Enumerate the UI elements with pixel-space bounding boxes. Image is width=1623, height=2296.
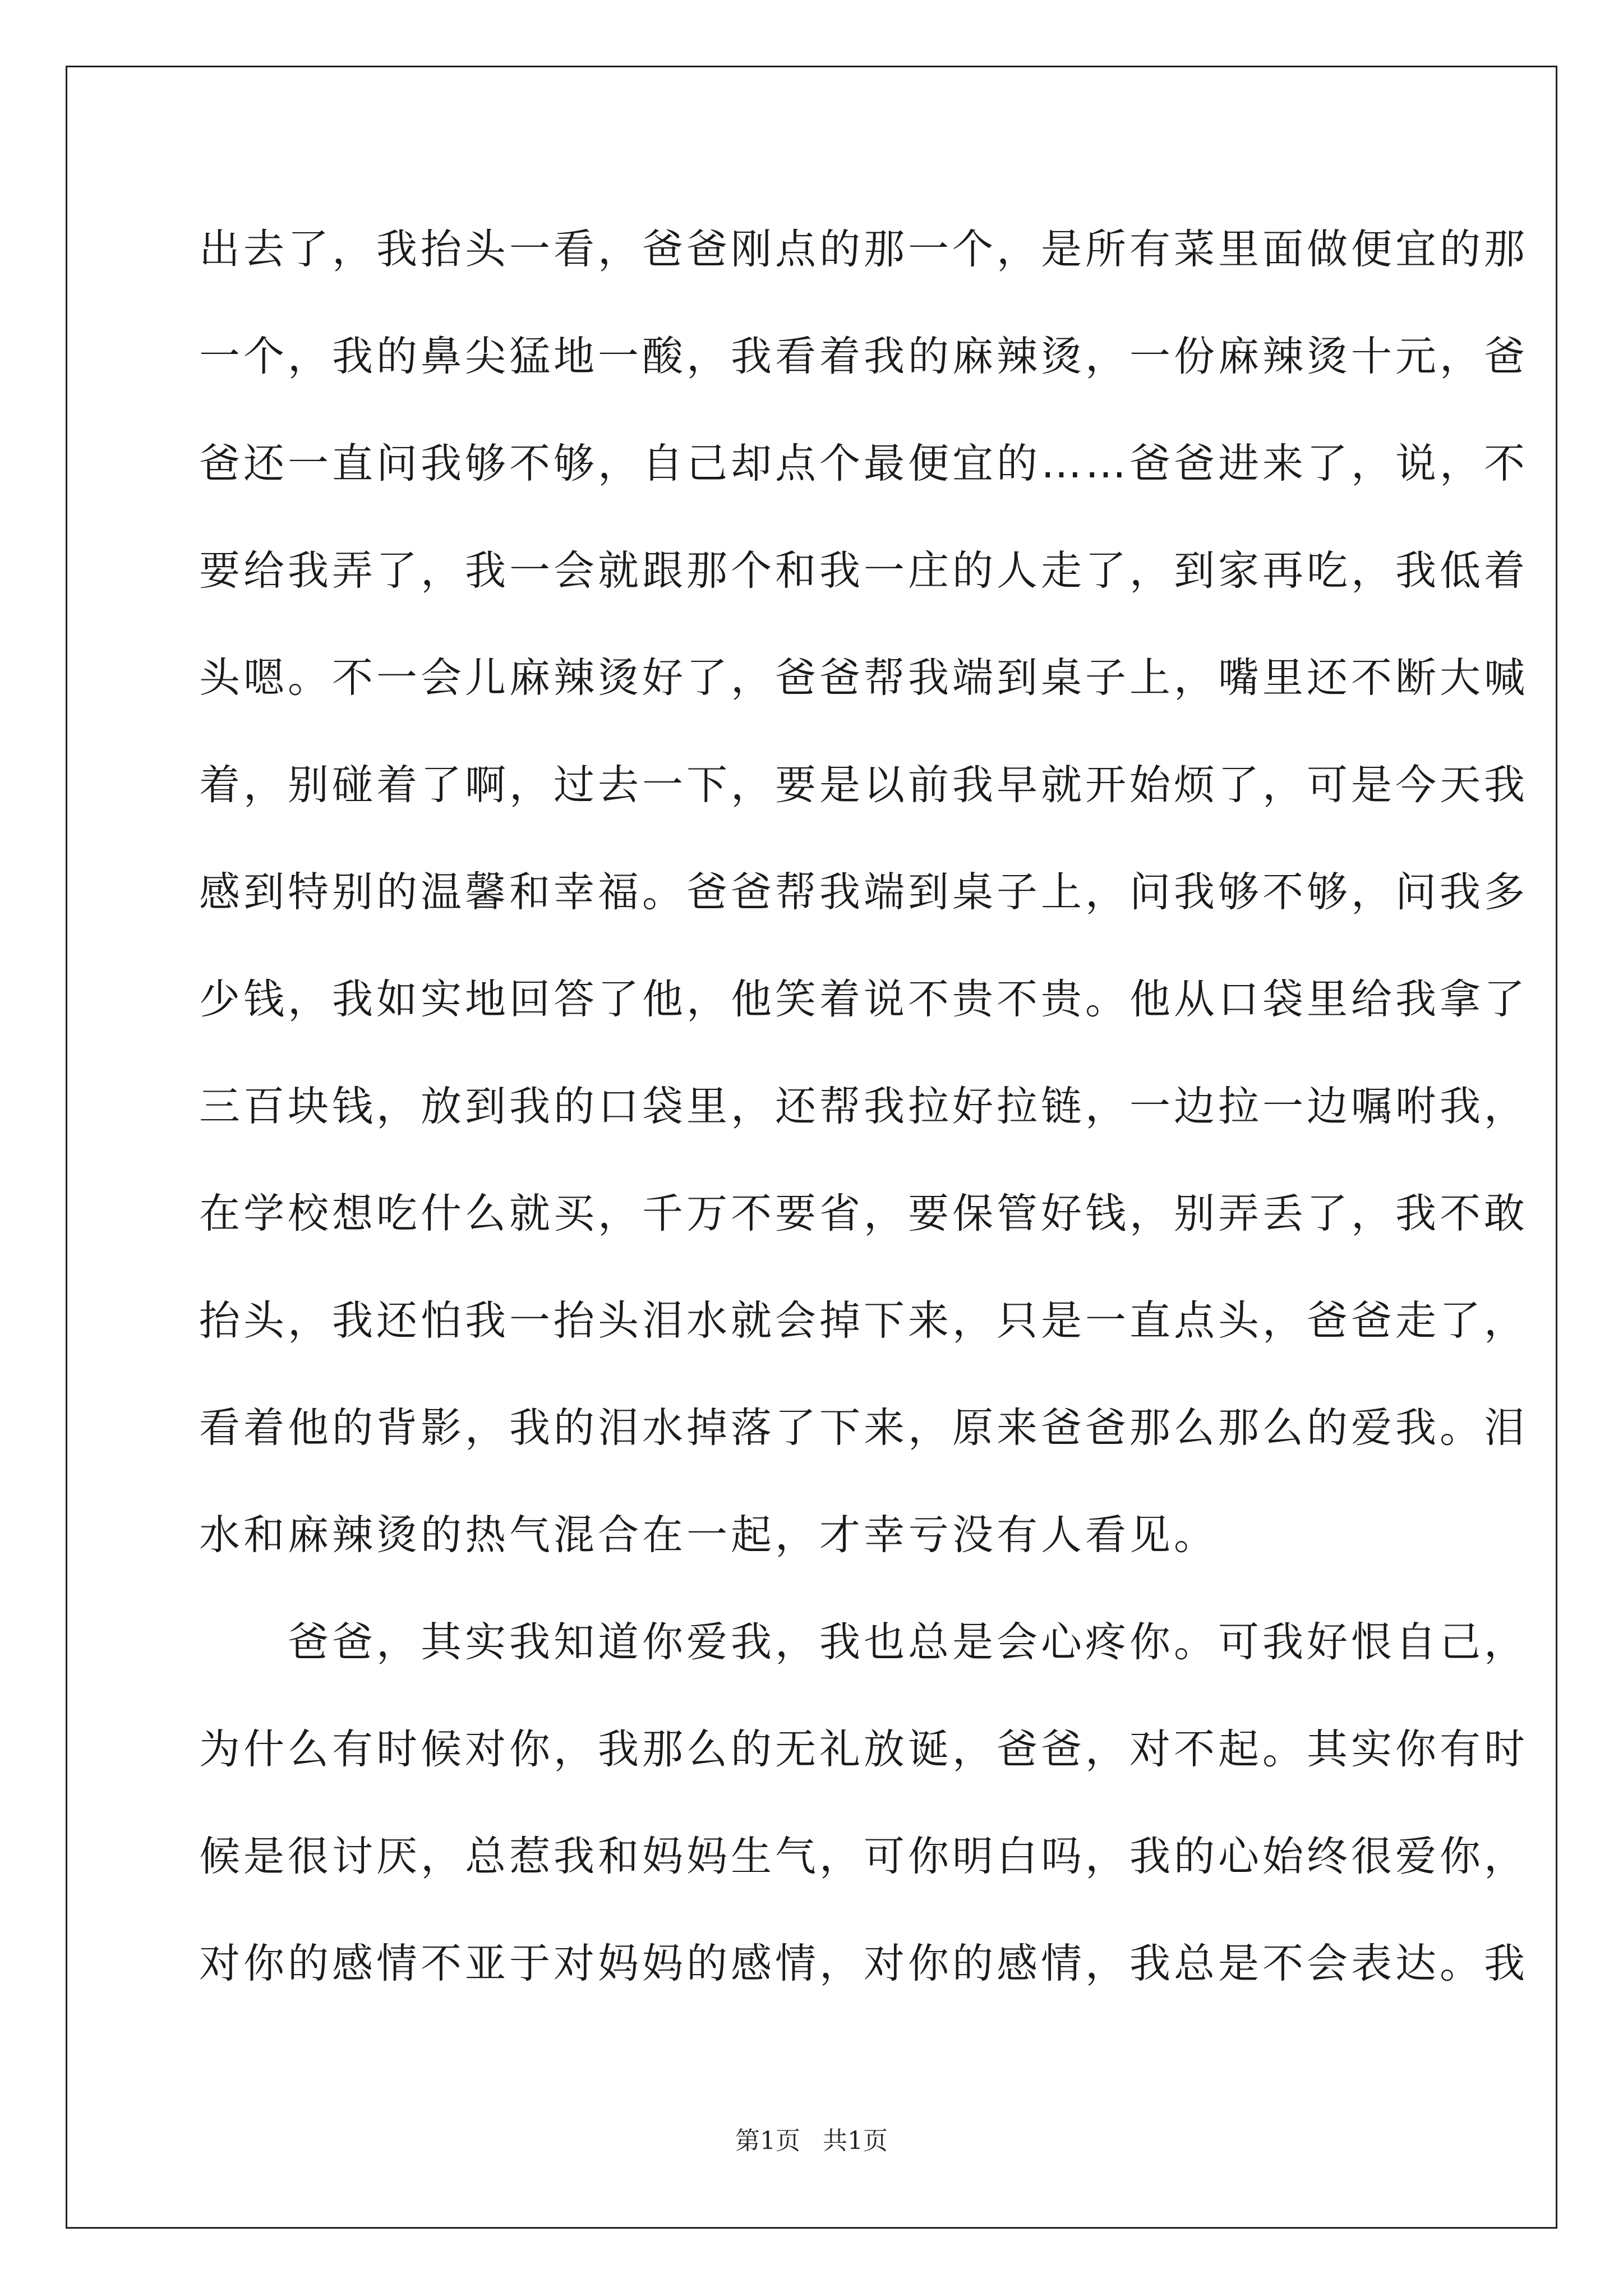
page-number-total: 共1页 xyxy=(823,2127,888,2155)
page-number-current: 第1页 xyxy=(735,2127,800,2155)
text-line: 为什么有时候对你，我那么的无礼放诞，爸爸，对不起。其实你有时 xyxy=(199,1726,1528,1773)
text-line: 在学校想吃什么就买，千万不要省，要保管好钱，别弄丢了，我不敢 xyxy=(199,1190,1528,1237)
text-line: 看着他的背影，我的泪水掉落了下来，原来爸爸那么那么的爱我。泪 xyxy=(199,1404,1528,1452)
text-line: 三百块钱，放到我的口袋里，还帮我拉好拉链，一边拉一边嘱咐我， xyxy=(199,1083,1528,1130)
text-line: 爸还一直问我够不够，自己却点个最便宜的……爸爸进来了，说，不 xyxy=(199,440,1528,487)
text-line: 候是很讨厌，总惹我和妈妈生气，可你明白吗，我的心始终很爱你， xyxy=(199,1833,1528,1880)
text-line: 着，别碰着了啊，过去一下，要是以前我早就开始烦了，可是今天我 xyxy=(199,761,1528,809)
text-line: 少钱，我如实地回答了他，他笑着说不贵不贵。他从口袋里给我拿了 xyxy=(199,976,1528,1023)
text-line: 抬头，我还怕我一抬头泪水就会掉下来，只是一直点头，爸爸走了， xyxy=(199,1297,1528,1345)
text-line: 感到特别的温馨和幸福。爸爸帮我端到桌子上，问我够不够，问我多 xyxy=(199,868,1528,916)
text-line: 对你的感情不亚于对妈妈的感情，对你的感情，我总是不会表达。我 xyxy=(199,1940,1528,1987)
text-line: 要给我弄了，我一会就跟那个和我一庄的人走了，到家再吃，我低着 xyxy=(199,547,1528,595)
document-body xyxy=(199,216,1528,2037)
text-line: 水和麻辣烫的热气混合在一起，才幸亏没有人看见。 xyxy=(199,1511,1218,1559)
page-footer xyxy=(0,2120,1623,2156)
text-line: 出去了，我抬头一看，爸爸刚点的那一个，是所有菜里面做便宜的那 xyxy=(199,226,1528,273)
text-line: 爸爸，其实我知道你爱我，我也总是会心疼你。可我好恨自己， xyxy=(199,1618,1528,1666)
text-line: 一个，我的鼻尖猛地一酸，我看着我的麻辣烫，一份麻辣烫十元，爸 xyxy=(199,333,1528,380)
text-line: 头嗯。不一会儿麻辣烫好了，爸爸帮我端到桌子上，嘴里还不断大喊 xyxy=(199,654,1528,702)
